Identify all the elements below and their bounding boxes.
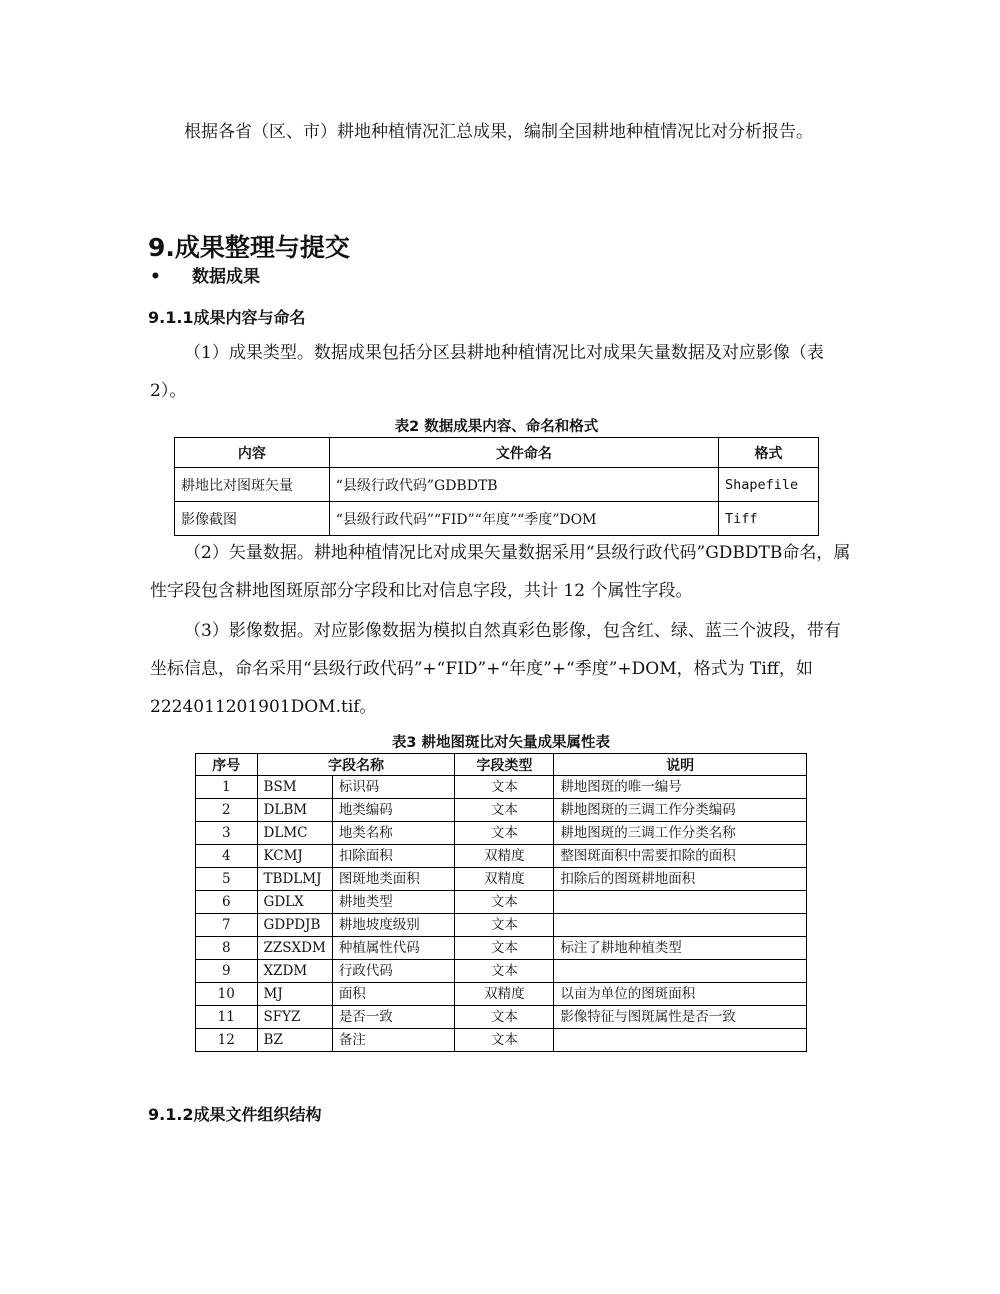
table3-caption: 表3 耕地图斑比对矢量成果属性表 [391,735,611,751]
table-cell: 文本 [455,891,554,914]
column-header: 序号 [196,754,258,776]
table-cell [554,1029,807,1052]
table-cell: 耕地坡度级别 [332,914,455,937]
column-header: 文件命名 [329,438,718,468]
column-header: 字段名称 [257,754,455,776]
table-row [196,822,807,845]
table-row [196,776,807,799]
table-cell: 3 [196,822,258,845]
paragraph-image-data: （3）影像数据。对应影像数据为模拟自然真彩色影像，包含红、绿、蓝三个波段，带有坐标信息，命名采用“县级行政代码”+“FID”+“年度”+“季度”+DOM，格式为 Tiff，如 2224011201901DOM.tif。 [150,621,841,717]
table-cell: 是否一致 [332,1006,455,1029]
table-row [196,914,807,937]
table2-caption: 表2 数据成果内容、命名和格式 [394,419,599,435]
table-row [196,1029,807,1052]
table-cell: 文本 [455,776,554,799]
table-cell: 影像特征与图斑属性是否一致 [554,1006,807,1029]
table-cell: “县级行政代码”“FID”“年度”“季度”DOM [329,502,718,536]
table-cell: MJ [257,983,332,1006]
table-row [196,799,807,822]
table-row [196,1006,807,1029]
table-cell: 标识码 [332,776,455,799]
table-cell: 文本 [455,1006,554,1029]
table-cell: DLMC [257,822,332,845]
table-cell: 文本 [455,1029,554,1052]
table-cell: SFYZ [257,1006,332,1029]
table-cell: GDPDJB [257,914,332,937]
table-row [196,983,807,1006]
table-cell: TBDLMJ [257,868,332,891]
table-cell: 文本 [455,960,554,983]
table-cell: 2 [196,799,258,822]
table-cell: 标注了耕地种植类型 [554,937,807,960]
paragraph-vector-data: （2）矢量数据。耕地种植情况比对成果矢量数据采用“县级行政代码”GDBDTB命名，属性字段包含耕地图斑原部分字段和比对信息字段，共计 12 个属性字段。 [150,543,851,601]
table-cell: Tiff [719,502,819,536]
table-row [196,937,807,960]
table-cell: 文本 [455,914,554,937]
table-row [196,845,807,868]
table-cell: 文本 [455,822,554,845]
table-cell: 文本 [455,799,554,822]
table-cell: 扣除面积 [332,845,455,868]
column-header: 格式 [719,438,819,468]
column-header: 字段类型 [455,754,554,776]
table-cell: 种植属性代码 [332,937,455,960]
intro-paragraph: 根据各省（区、市）耕地种植情况汇总成果，编制全国耕地种植情况比对分析报告。 [184,122,813,142]
table-cell [554,891,807,914]
table-cell: 双精度 [455,868,554,891]
table-header-row [196,754,807,776]
section-title: 9.成果整理与提交 [148,233,350,262]
table-row [175,468,819,502]
column-header: 说明 [554,754,807,776]
subsection-heading-9-1-2: 9.1.2成果文件组织结构 [148,1105,322,1124]
table-cell: 耕地比对图斑矢量 [175,468,330,502]
table-cell [554,960,807,983]
table-cell: 双精度 [455,845,554,868]
bullet-dot-icon: • [150,267,161,287]
table-cell: 影像截图 [175,502,330,536]
table-cell: 11 [196,1006,258,1029]
table-cell: 整图斑面积中需要扣除的面积 [554,845,807,868]
table-cell: 1 [196,776,258,799]
table-cell: GDLX [257,891,332,914]
table-row [175,502,819,536]
table-cell: 扣除后的图斑耕地面积 [554,868,807,891]
table-cell: 8 [196,937,258,960]
table-cell: 9 [196,960,258,983]
bullet-heading: 数据成果 [192,267,260,287]
table-cell: 10 [196,983,258,1006]
table-cell [554,914,807,937]
table-cell: 5 [196,868,258,891]
table-cell: 双精度 [455,983,554,1006]
table-cell: KCMJ [257,845,332,868]
table-cell: 图斑地类面积 [332,868,455,891]
table-cell: 4 [196,845,258,868]
table-cell: 文本 [455,937,554,960]
table-row [196,960,807,983]
table-cell: DLBM [257,799,332,822]
table-cell: ZZSXDM [257,937,332,960]
table-cell: 以亩为单位的图斑面积 [554,983,807,1006]
table-cell: 面积 [332,983,455,1006]
table-header-row [175,438,819,468]
table-cell: “县级行政代码”GDBDTB [329,468,718,502]
table-cell: BSM [257,776,332,799]
subsection-heading-9-1-1: 9.1.1成果内容与命名 [148,308,306,327]
column-header: 内容 [175,438,330,468]
table-cell: 7 [196,914,258,937]
table-cell: 行政代码 [332,960,455,983]
table-cell: 地类编码 [332,799,455,822]
table-cell: 12 [196,1029,258,1052]
paragraph-result-types: （1）成果类型。数据成果包括分区县耕地种植情况比对成果矢量数据及对应影像（表 2）。 [150,343,824,401]
table-cell: 耕地图斑的三调工作分类编码 [554,799,807,822]
table-cell: BZ [257,1029,332,1052]
table-cell: 备注 [332,1029,455,1052]
table-cell: 耕地图斑的三调工作分类名称 [554,822,807,845]
table-row [196,891,807,914]
table2-data-results [174,437,819,536]
bullet-item-data-results [150,262,260,287]
table-cell: 地类名称 [332,822,455,845]
table-cell: 耕地类型 [332,891,455,914]
table3-attribute-table [195,753,807,1052]
table-cell: 耕地图斑的唯一编号 [554,776,807,799]
table-cell: XZDM [257,960,332,983]
table-row [196,868,807,891]
table-cell: 6 [196,891,258,914]
table-cell: Shapefile [719,468,819,502]
